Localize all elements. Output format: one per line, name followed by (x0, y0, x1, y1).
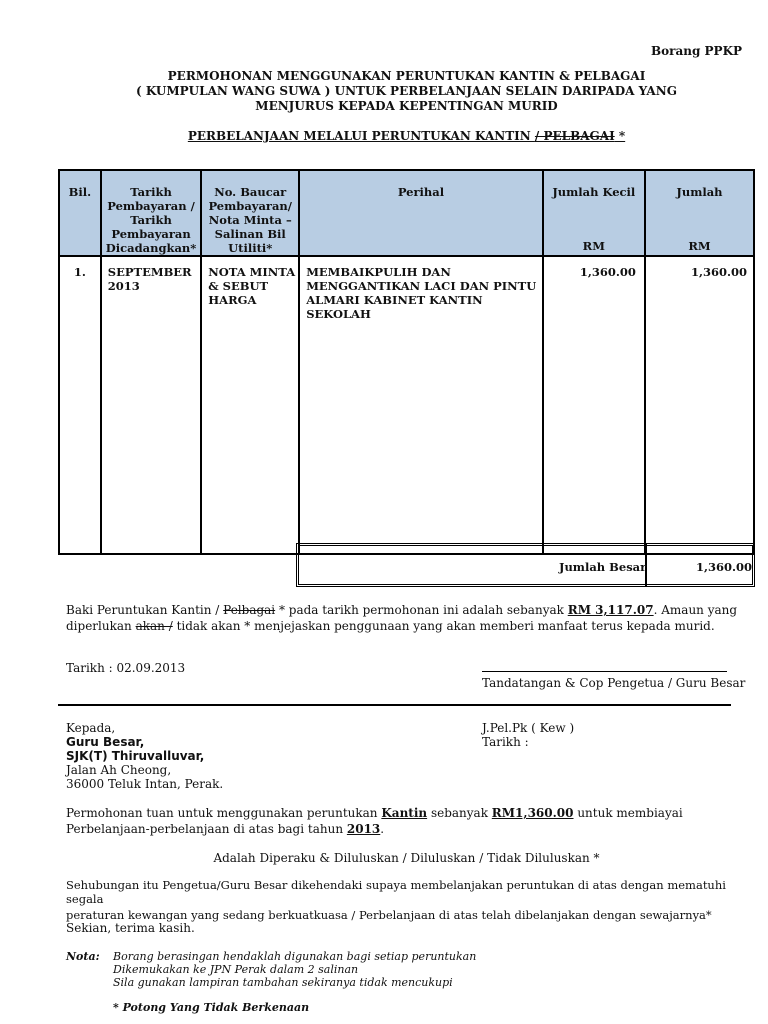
office-line-2: Tarikh : (482, 735, 529, 749)
cell-jumlah-kecil: 1,360.00 (543, 256, 645, 554)
header-bil: Bil. (59, 170, 101, 256)
title-line-3: MENJURUS KEPADA KEPENTINGAN MURID (255, 99, 558, 113)
header-tarikh: Tarikh Pembayaran / Tarikh Pembayaran Dicadangkan* (101, 170, 201, 256)
signature-line (482, 671, 727, 672)
header-jumlah: Jumlah RM (645, 170, 754, 256)
expense-table (58, 169, 755, 555)
address-line-2: SJK(T) Thiruvalluvar, (66, 749, 205, 763)
cell-jumlah: 1,360.00 (645, 256, 754, 554)
header-rm-1: RM (582, 239, 605, 253)
title-line-2: ( KUMPULAN WANG SUWA ) UNTUK PERBELANJAAN SELAIN DARIPADA YANG (136, 84, 677, 98)
instruction-paragraph (66, 878, 766, 922)
form-subtitle (58, 129, 755, 143)
nota-label: Nota: (66, 950, 100, 963)
nota-line-2: Dikemukakan ke JPN Perak dalam 2 salinan (113, 963, 359, 976)
form-title (58, 69, 755, 114)
instruction-line-1: Sehubungan itu Pengetua/Guru Besar dikehendaki supaya membelanjakan peruntukan di atas dengan mematuhi segala (66, 878, 726, 906)
table-header-row (59, 170, 754, 256)
cell-tarikh: SEPTEMBER 2013 (101, 256, 201, 554)
signature-label: Tandatangan & Cop Pengetua / Guru Besar (482, 676, 746, 690)
total-value: 1,360.00 (696, 560, 753, 574)
baki-struck-2: akan / (135, 619, 173, 633)
subtitle-struck: / PELBAGAI (534, 129, 615, 143)
nota-line-3: Sila gunakan lampiran tambahan sekiranya tidak mencukupi (113, 976, 453, 989)
baki-struck-1: Pelbagai (223, 603, 276, 617)
closing-text: Sekian, terima kasih. (66, 921, 195, 935)
instruction-line-2: peraturan kewangan yang sedang berkuatkuasa / Perbelanjaan di atas telah dibelanjakan dengan sewajarnya* (66, 908, 712, 922)
cell-perihal: MEMBAIKPULIH DAN MENGGANTIKAN LACI DAN PINTU ALMARI KABINET KANTIN SEKOLAH (299, 256, 543, 554)
section-divider (58, 704, 731, 706)
cell-bil: 1. (59, 256, 101, 554)
baki-paragraph: Baki Peruntukan Kantin / Pelbagai * pada tarikh permohonan ini adalah sebanyak RM 3,117.07. Amaun yang diperlukan akan / tidak akan * menjejaskan penggunaan yang akan memberi manfaat terus kepada murid. (66, 603, 738, 633)
address-kepada: Kepada, (66, 721, 116, 735)
title-line-1: PERMOHONAN MENGGUNAKAN PERUNTUKAN KANTIN & PELBAGAI (167, 69, 646, 83)
tarikh-text: Tarikh : 02.09.2013 (66, 661, 186, 675)
approval-kantin: Kantin (381, 806, 428, 820)
approval-paragraph: Permohonan tuan untuk menggunakan peruntukan Kantin sebanyak RM1,360.00 untuk membiayai Perbelanjaan-perbelanjaan di atas bagi tahun 2013. (66, 806, 683, 836)
nota-list (113, 950, 476, 989)
total-box (296, 543, 755, 587)
office-line-1: J.Pel.Pk ( Kew ) (482, 721, 575, 735)
form-code: Borang PPKP (651, 44, 743, 58)
subtitle-part-1: PERBELANJAAN MELALUI PERUNTUKAN KANTIN (187, 129, 535, 143)
nota-line-1: Borang berasingan hendaklah digunakan bagi setiap peruntukan (113, 950, 477, 963)
header-jumlah-kecil: Jumlah Kecil RM (543, 170, 645, 256)
approval-year: 2013 (346, 822, 381, 836)
header-rm-2: RM (688, 239, 711, 253)
address-line-4: 36000 Teluk Intan, Perak. (66, 777, 224, 791)
table-row (59, 256, 754, 554)
office-block (482, 721, 574, 749)
approval-amount: RM1,360.00 (491, 806, 574, 820)
address-line-1: Guru Besar, (66, 735, 145, 749)
decision-line: Adalah Diperaku & Diluluskan / Diluluskan / Tidak Diluluskan * (213, 851, 600, 865)
header-baucar: No. Baucar Pembayaran/ Nota Minta – Salinan Bil Utiliti* (201, 170, 299, 256)
baki-amount: RM 3,117.07 (567, 603, 654, 617)
total-label: Jumlah Besar (559, 560, 647, 574)
footnote: * Potong Yang Tidak Berkenaan (113, 1001, 310, 1014)
cell-baucar: NOTA MINTA & SEBUT HARGA (201, 256, 299, 554)
header-perihal: Perihal (299, 170, 543, 256)
address-block (66, 721, 223, 791)
address-line-3: Jalan Ah Cheong, (66, 763, 172, 777)
subtitle-part-2: * (614, 129, 626, 143)
